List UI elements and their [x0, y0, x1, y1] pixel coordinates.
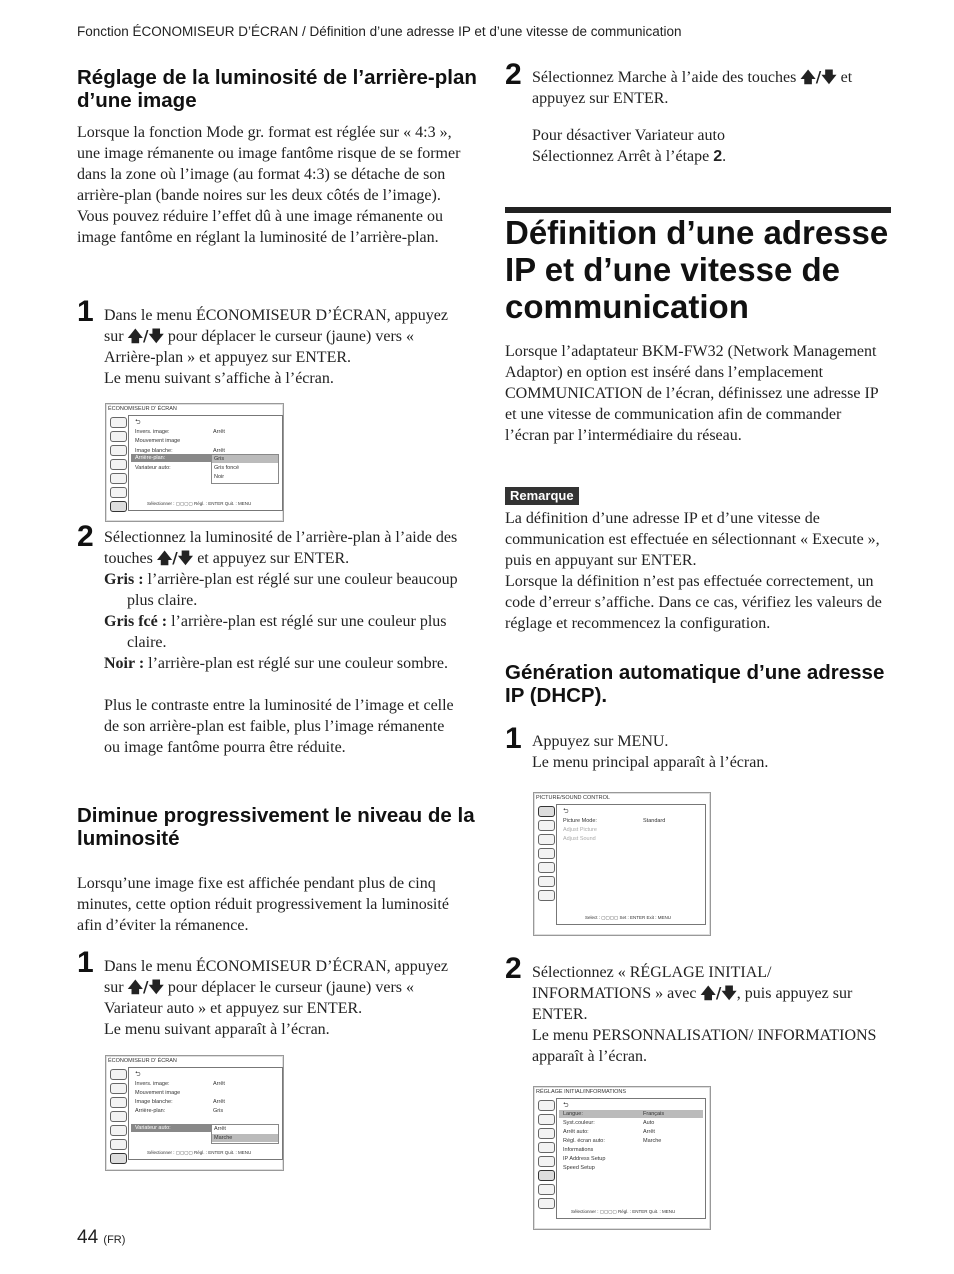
diminue-intro: Lorsqu’une image fixe est affichée pendant plus de cinq minutes, cette option réduit progressivement la luminosité afin d’éviter la rémanence. [77, 875, 449, 934]
screen-icon [538, 834, 555, 845]
screen-saver-icon [110, 501, 127, 512]
menu-panel [128, 415, 283, 511]
section-title: Définition d’une adresse IP et d’une vitesse de communication [505, 214, 889, 325]
setup-icon [110, 1139, 127, 1150]
menu-footer: Sélectionner : ▢▢▢▢ Régl. : ENTER Quit. : MENU [147, 501, 252, 506]
step-text: Sélectionnez « RÉGLAGE INITIAL/ INFORMATIONS » avec [532, 964, 772, 1002]
menu-row-value: Arrêt [643, 1129, 655, 1135]
heading-diminue: Diminue progressivement le niveau de la luminosité [77, 804, 475, 850]
menu-row-label: Informations [563, 1147, 594, 1153]
sound-icon [538, 1114, 555, 1125]
menu-row-value: Marche [643, 1138, 662, 1144]
menu-row-label: Variateur auto: [135, 1125, 171, 1131]
step-number: 1 [505, 722, 522, 755]
step-result: Le menu PERSONNALISATION/ INFORMATIONS apparaît à l’écran. [532, 1027, 877, 1065]
step-5-text [532, 731, 892, 773]
back-icon: ⮌ [563, 1102, 569, 1109]
menu-panel [556, 1098, 706, 1219]
up-down-arrows-icon: 🡅/🡇 [156, 549, 194, 567]
screen-saver-icon [538, 1184, 555, 1195]
heading-dhcp: Génération automatique d’une adresse IP (DHCP). [505, 661, 885, 707]
screen-saver-icon [110, 1153, 127, 1164]
input-icon [538, 862, 555, 873]
menu-title: ÉCONOMISEUR D’ ÉCRAN [108, 1058, 177, 1064]
picture-icon [110, 1069, 127, 1080]
back-icon: ⮌ [135, 1071, 141, 1078]
menu-screenshot-economiseur-2 [105, 1055, 284, 1171]
back-icon: ⮌ [135, 419, 141, 426]
screen-icon [538, 1128, 555, 1139]
menu-row-label: Mouvement image [135, 438, 181, 444]
menu-row-label: Image blanche: [135, 1099, 173, 1105]
step-text: et appuyez sur ENTER. [532, 69, 853, 107]
menu-row-label: Adjust Sound [563, 836, 596, 842]
step-number: 1 [77, 295, 94, 328]
menu-row-label: Invers. image: [135, 429, 170, 435]
screen-saver-icon [538, 1198, 555, 1209]
step-text: Sélectionnez la luminosité de l’arrière-plan à l’aide des touches [104, 529, 458, 567]
menu-screenshot-reglage-initial [533, 1086, 711, 1230]
intro-text-2: Vous pouvez réduire l’effet dû à une image rémanente ou image fantôme en réglant la luminosité de l’arrière-plan. [77, 208, 443, 246]
input-icon [110, 473, 127, 484]
menu-row-label: Mouvement image [135, 1090, 181, 1096]
menu-row-label: Arrêt auto: [563, 1129, 589, 1135]
sound-icon [110, 1083, 127, 1094]
menu-footer: Sélectionner : ▢▢▢▢ Régl. : ENTER Quit. : MENU [571, 1209, 676, 1214]
picture-icon [538, 806, 555, 817]
step-number: 2 [505, 58, 522, 91]
input-icon [110, 1125, 127, 1136]
step-text: , puis appuyez sur ENTER. [532, 985, 853, 1023]
dropdown-option: Marche [214, 1135, 233, 1141]
step-number: 2 [505, 952, 522, 985]
page-number-value: 44 [77, 1227, 99, 1248]
step-text: pour déplacer le curseur (jaune) vers « Variateur auto » et appuyez sur ENTER. [104, 979, 414, 1017]
remarque-text-1: La définition d’une adresse IP et d’une vitesse de communication est effectuée en sélectionnant « Execute », puis en appuyant sur ENTER. [505, 510, 880, 569]
remarque-text-2: Lorsque la définition n’est pas effectuée correctement, un code d’erreur s’affiche. Dans ce cas, vérifiez les valeurs de réglage et recommencez la configuration. [505, 573, 882, 632]
up-down-arrows-icon: 🡅/🡇 [800, 68, 837, 86]
menu-row-label: Picture Mode: [563, 818, 597, 824]
step-3-text [104, 956, 464, 1040]
menu-row-label: Syst.couleur: [563, 1120, 595, 1126]
step-number: 2 [77, 520, 94, 553]
setup-icon [538, 1170, 555, 1181]
option-desc: l’arrière-plan est réglé sur une couleur beaucoup plus claire. [127, 571, 458, 609]
dropdown-list [211, 454, 279, 484]
up-down-arrows-icon: 🡅/🡇 [127, 978, 164, 996]
dropdown-option: Noir [214, 474, 225, 480]
step-note: Sélectionnez Arrêt à l’étape [532, 148, 714, 165]
sound-icon [110, 431, 127, 442]
menu-row-label: Variateur auto: [135, 465, 171, 471]
feature-icon [110, 459, 127, 470]
menu-icons [109, 1069, 127, 1167]
input-icon [538, 1156, 555, 1167]
step-result: Le menu suivant s’affiche à l’écran. [104, 370, 334, 387]
menu-row-value: Arrêt [213, 1099, 225, 1105]
menu-row-value: Arrêt [213, 1081, 225, 1087]
option-desc: l’arrière-plan est réglé sur une couleur sombre. [144, 655, 449, 672]
step-result: Le menu suivant apparaît à l’écran. [104, 1021, 330, 1038]
setup-icon [538, 876, 555, 887]
menu-row-value: Français [643, 1111, 665, 1117]
menu-row-label: Adjust Picture [563, 827, 597, 833]
step-1-text [104, 305, 464, 389]
screen-icon [110, 1097, 127, 1108]
dropdown-option: Gris foncé [214, 465, 240, 471]
up-down-arrows-icon: 🡅/🡇 [127, 327, 164, 345]
menu-row-label: Invers. image: [135, 1081, 170, 1087]
feature-icon [538, 848, 555, 859]
option-term: Gris fcé : [104, 613, 168, 630]
setup-icon [110, 487, 127, 498]
menu-row-label: Régl. écran auto: [563, 1138, 605, 1144]
remarque-badge: Remarque [505, 487, 579, 505]
menu-row-value: Auto [643, 1120, 655, 1126]
menu-row-label: Image blanche: [135, 448, 173, 454]
intro-paragraph [77, 122, 469, 248]
page-number [77, 1227, 125, 1249]
menu-row-label: Speed Setup [563, 1165, 595, 1171]
dropdown-option: Arrêt [214, 1126, 226, 1132]
picture-icon [538, 1100, 555, 1111]
screen-icon [110, 445, 127, 456]
option-desc: l’arrière-plan est réglé sur une couleur plus claire. [127, 613, 447, 651]
screen-saver-icon [538, 890, 555, 901]
dropdown-option: Gris [214, 456, 225, 462]
step-6-text [532, 962, 892, 1067]
menu-row-label: Langue: [563, 1111, 583, 1117]
picture-icon [110, 417, 127, 428]
menu-footer: Sélectionner : ▢▢▢▢ Régl. : ENTER Quit. : MENU [147, 1150, 252, 1155]
step-text: Sélectionnez Marche à l’aide des touches [532, 69, 801, 86]
step-4-text [532, 67, 892, 167]
feature-icon [110, 1111, 127, 1122]
step-note: . [722, 148, 727, 165]
menu-title: RÉGLAGE INITIAL/INFORMATIONS [536, 1089, 627, 1095]
heading-luminosite: Réglage de la luminosité de l’arrière-plan d’une image [77, 66, 477, 112]
menu-row-label: Arrière-plan: [135, 1108, 166, 1114]
menu-screenshot-economiseur-1 [105, 403, 284, 522]
remarque-text [505, 508, 895, 634]
menu-title: PICTURE/SOUND CONTROL [536, 795, 610, 801]
step-reference: 2 [713, 148, 723, 165]
menu-screenshot-picture-sound [533, 792, 711, 936]
menu-panel [128, 1067, 283, 1160]
menu-footer: Select : ▢▢▢▢ Set : ENTER Exit : MENU [585, 915, 672, 920]
up-down-arrows-icon: 🡅/🡇 [700, 984, 737, 1002]
step-text: Appuyez sur MENU. [532, 733, 669, 750]
intro-text-1: Lorsque la fonction Mode gr. format est réglée sur « 4:3 », une image rémanente ou image fantôme risque de se former dans la zone où l’image (au format 4:3) se détache de son arrière-plan (bande noires sur les deux côtés de l’image). [77, 124, 461, 204]
menu-row-label: Arrière-plan: [135, 455, 166, 461]
menu-title: ÉCONOMISEUR D’ ÉCRAN [108, 406, 177, 412]
menu-row-value: Arrêt [213, 429, 225, 435]
menu-row-value: Arrêt [213, 448, 225, 454]
menu-icons [537, 806, 555, 904]
step-note: Pour désactiver Variateur auto [532, 127, 725, 144]
step-note: Plus le contraste entre la luminosité de l’image et celle de son arrière-plan est faible, plus l’image rémanente ou image fantôme pourra être réduite. [104, 697, 454, 756]
menu-icons [537, 1100, 555, 1212]
sound-icon [538, 820, 555, 831]
menu-icons [109, 417, 127, 515]
step-result: Le menu principal apparaît à l’écran. [532, 754, 769, 771]
menu-panel [556, 804, 706, 925]
menu-row-value: Standard [643, 818, 666, 824]
menu-row-label: IP Address Setup [563, 1156, 606, 1162]
step-text: Dans le menu ÉCONOMISEUR D’ÉCRAN, appuyez sur [104, 307, 448, 345]
running-header: Fonction ÉCONOMISEUR D’ÉCRAN / Définition d’une adresse IP et d’une vitesse de communication [77, 24, 682, 39]
step-text: Dans le menu ÉCONOMISEUR D’ÉCRAN, appuyez sur [104, 958, 448, 996]
step-number: 1 [77, 946, 94, 979]
step-text: et appuyez sur ENTER. [193, 550, 350, 567]
section-rule [505, 207, 891, 213]
step-2-text [104, 527, 464, 758]
option-term: Gris : [104, 571, 144, 588]
menu-row-value: Gris [213, 1108, 224, 1114]
dropdown-list [211, 1124, 279, 1144]
page-language: (FR) [103, 1234, 126, 1246]
option-term: Noir : [104, 655, 145, 672]
feature-icon [538, 1142, 555, 1153]
back-icon: ⮌ [563, 808, 569, 815]
step-text: pour déplacer le curseur (jaune) vers « Arrière-plan » et appuyez sur ENTER. [104, 328, 414, 366]
ip-intro: Lorsque l’adaptateur BKM-FW32 (Network Management Adaptor) en option est inséré dans l’emplacement COMMUNICATION de l’écran, définissez une adresse IP et une vitesse de communication afin de commander l’écran par l’intermédiaire du réseau. [505, 343, 879, 444]
